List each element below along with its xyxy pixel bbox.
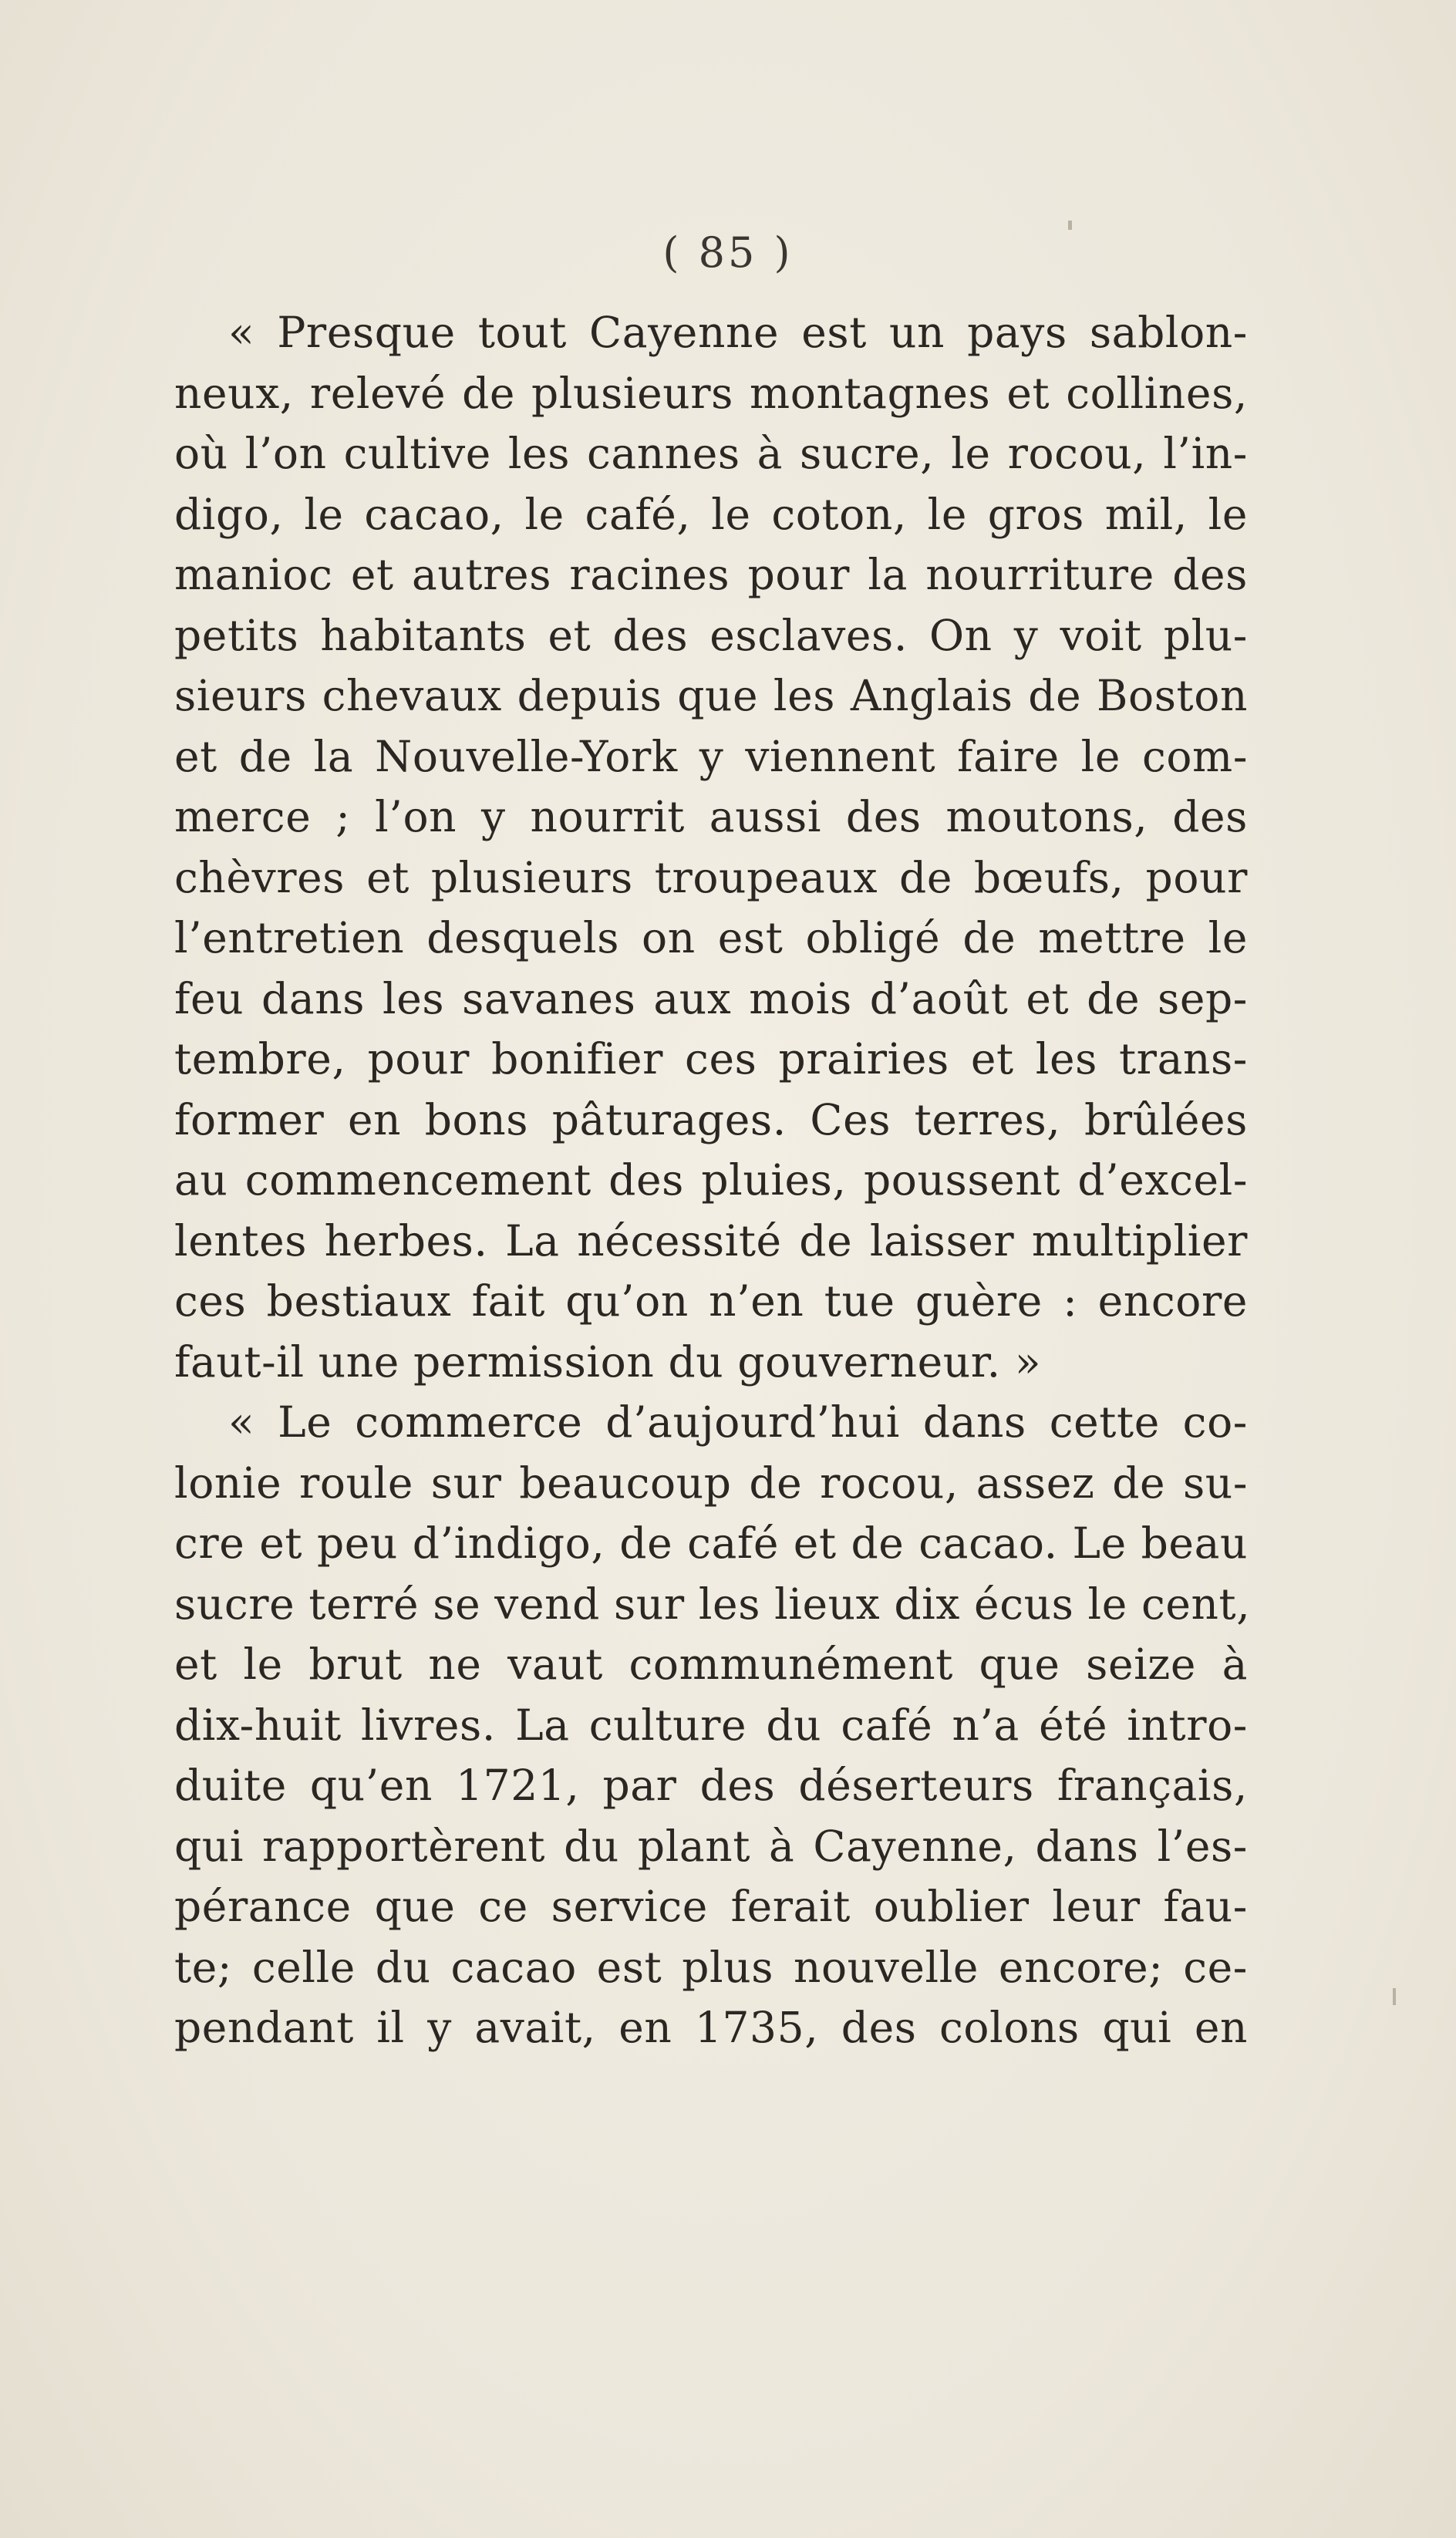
text-line: lentes herbes. La nécessité de laisser multiplier: [174, 1215, 1248, 1266]
text-line: sucre terré se vend sur les lieux dix écus le cent,: [174, 1579, 1251, 1629]
paper-speck: [1393, 1988, 1396, 2005]
text-line: tembre, pour bonifier ces prairies et les trans-: [174, 1034, 1248, 1084]
paper-speck: [1068, 221, 1072, 230]
text-line: cre et peu d’indigo, de café et de cacao. Le beau: [174, 1518, 1248, 1568]
text-line: qui rapportèrent du plant à Cayenne, dans l’es-: [174, 1821, 1248, 1871]
text-line: dix-huit livres. La culture du café n’a été intro-: [174, 1700, 1248, 1750]
text-line: « Presque tout Cayenne est un pays sablon-: [228, 308, 1248, 357]
text-line: petits habitants et des esclaves. On y voit plu-: [174, 610, 1248, 660]
body-text: [174, 302, 1251, 2058]
text-line: merce ; l’on y nourrit aussi des moutons, des: [174, 792, 1248, 841]
text-line: feu dans les savanes aux mois d’août et de sep-: [174, 973, 1248, 1023]
text-line: « Le commerce d’aujourd’hui dans cette co-: [228, 1397, 1248, 1447]
text-line: te; celle du cacao est plus nouvelle encore; ce-: [174, 1942, 1248, 1992]
text-line: duite qu’en 1721, par des déserteurs français,: [174, 1761, 1248, 1810]
text-line: l’entretien desquels on est obligé de mettre le: [174, 913, 1248, 962]
text-line: pendant il y avait, en 1735, des colons qui en: [174, 2003, 1248, 2052]
text-line: manioc et autres racines pour la nourriture des: [174, 550, 1248, 599]
text-line: lonie roule sur beaucoup de rocou, assez de su-: [174, 1458, 1248, 1508]
text-line: au commencement des pluies, poussent d’excel-: [174, 1155, 1248, 1205]
text-line: pérance que ce service ferait oublier leur fau-: [174, 1882, 1248, 1931]
text-line: chèvres et plusieurs troupeaux de bœufs, pour: [174, 852, 1248, 902]
text-line: ces bestiaux fait qu’on n’en tue guère : encore: [174, 1276, 1248, 1326]
text-line: et de la Nouvelle-York y viennent faire le com-: [174, 731, 1248, 781]
text-line: faut-il une permission du gouverneur. »: [174, 1336, 1042, 1387]
text-line: sieurs chevaux depuis que les Anglais de Boston: [174, 671, 1248, 720]
text-line: et le brut ne vaut communément que seize à: [174, 1640, 1248, 1689]
text-line: former en bons pâturages. Ces terres, brûlées: [174, 1094, 1248, 1144]
text-line: où l’on cultive les cannes à sucre, le rocou, l’in-: [174, 429, 1248, 478]
page-number: ( 85 ): [662, 228, 794, 277]
text-line: digo, le cacao, le café, le coton, le gros mil, le: [174, 489, 1248, 539]
text-line: neux, relevé de plusieurs montagnes et collines,: [174, 368, 1248, 418]
